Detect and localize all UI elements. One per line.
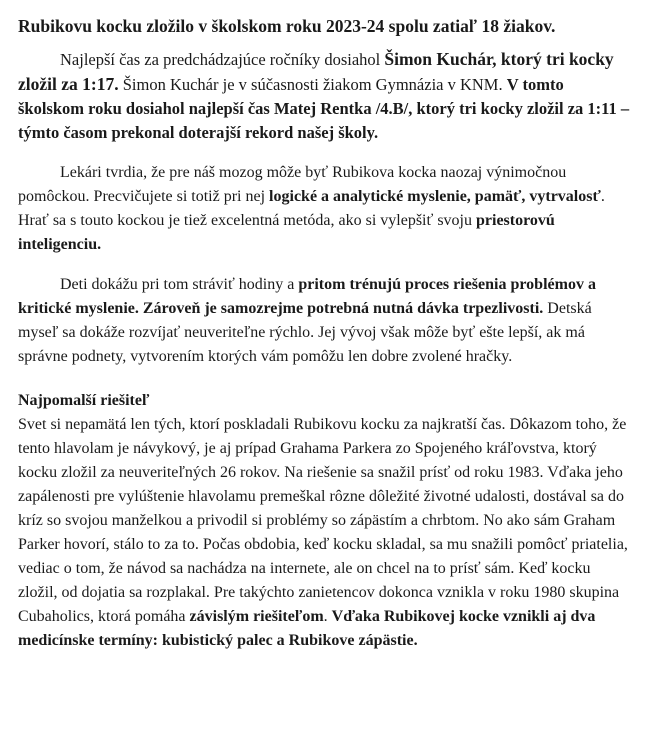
paragraph-doctors bbox=[18, 161, 631, 257]
p1-bold-kuchar: Šimon Kuchár, ktorý tri kocky zložil za 1:17. bbox=[18, 49, 614, 94]
p2-text-c: . Hrať sa s touto kockou je tiež excelentná metóda, ako si vylepšiť svoju bbox=[18, 188, 605, 229]
section-heading: Najpomalší riešiteľ bbox=[18, 392, 150, 409]
p2-text-a: Lekári tvrdia, že pre náš mozog môže byť Rubikova kocka naozaj výnimočnou pomôckou. Precvičujete si totiž pri nej bbox=[18, 164, 567, 205]
p4-text-c: . bbox=[323, 608, 332, 625]
p3-text-a: Deti dokážu pri tom stráviť hodiny a bbox=[60, 276, 299, 293]
paragraph-best-times bbox=[18, 47, 631, 145]
p4-bold-addicted: závislým riešiteľom bbox=[189, 608, 324, 625]
p2-bold-skills: logické a analytické myslenie, pamäť, vytrvalosť bbox=[269, 188, 601, 205]
p4-text-a: Svet si nepamätá len tých, ktorí poskladali Rubikovu kocku za najkratší čas. Dôkazom toho, že tento hlavolam je návykový, je aj prípad Grahama Parkera zo Spojeného kráľovstva, ktorý kocku zložil za neuveriteľných 26 rokov. Na riešenie sa snažil prísť od roku 1983. Vďaka jeho zapálenosti pre vylúštenie hlavolamu premeškal rôzne dôležité životné udalosti, dostával sa do kríz so svojou manželkou a privodil si problémy so zápästím a chrbtom. No ako sám Graham Parker hovorí, stálo to za to. Počas obdobia, keď kocku skladal, sa mu snažili pomôcť priatelia, vediac o tom, že návod sa nachádza na internete, ale on chcel na to prísť sám. Keď kocku zložil, od dojatia sa rozplakal. Pre takýchto zanietencov dokonca vznikla v roku 1980 skupina Cubaholics, ktorá pomáha bbox=[18, 416, 628, 625]
article-title: Rubikovu kocku zložilo v školskom roku 2023-24 spolu zatiaľ 18 žiakov. bbox=[18, 16, 556, 36]
p4-bold-medical-terms: Vďaka Rubikovej kocke vznikli aj dva medicínske termíny: kubistický palec a Rubikove zápästie. bbox=[18, 608, 596, 649]
paragraph-children bbox=[18, 273, 631, 369]
p2-bold-spatial: priestorovú inteligenciu. bbox=[18, 212, 555, 253]
p1-bold-rentka: V tomto školskom roku dosiahol najlepší čas Matej Rentka /4.B/, ktorý tri kocky zložil za 1:11 – týmto časom prekonal doterajší rekord našej školy. bbox=[18, 75, 630, 142]
paragraph-slowest-solver bbox=[18, 413, 631, 653]
p1-text-c: Šimon Kuchár je v súčasnosti žiakom Gymnázia v KNM. bbox=[118, 75, 507, 94]
p3-bold-problem-solving: pritom trénujú proces riešenia problémov a kritické myslenie. Zároveň je samozrejme potrebná nutná dávka trpezlivosti. bbox=[18, 276, 596, 317]
p1-text-a: Najlepší čas za predchádzajúce ročníky dosiahol bbox=[60, 50, 385, 69]
p3-text-c: Detská myseľ sa dokáže rozvíjať neuveriteľne rýchlo. Jej vývoj však môže byť ešte lepší, ak má správne podnety, vytvorením ktorých vám pomôžu len dobre zvolené hračky. bbox=[18, 300, 592, 365]
